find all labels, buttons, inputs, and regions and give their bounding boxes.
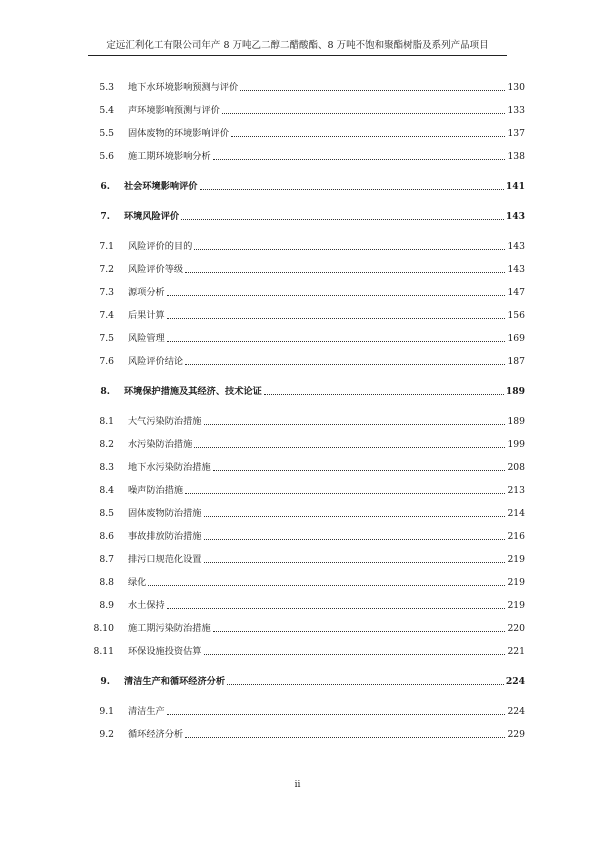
toc-entry[interactable] (88, 644, 525, 658)
toc-entry[interactable] (88, 621, 525, 635)
toc-leader-dots (264, 393, 504, 395)
toc-entry-page: 219 (507, 600, 525, 611)
toc-leader-dots (185, 736, 505, 738)
toc-entry[interactable] (88, 552, 525, 566)
toc-entry-page: 141 (505, 181, 525, 192)
toc-entry[interactable] (88, 103, 525, 117)
toc-entry-page: 169 (507, 333, 525, 344)
toc-entry-number: 8.11 (93, 646, 114, 657)
toc-entry-page: 133 (507, 105, 525, 116)
toc-entry-title: 社会环境影响评价 (124, 181, 198, 192)
toc-entry[interactable] (88, 529, 525, 543)
toc-entry-page: 143 (505, 211, 525, 222)
toc-entry[interactable] (88, 575, 525, 589)
toc-entry[interactable] (88, 149, 525, 163)
toc-entry-number: 7.6 (99, 356, 114, 367)
toc-entry[interactable] (88, 126, 525, 140)
toc-entry-number: 8.5 (99, 508, 114, 519)
toc-leader-dots (167, 317, 506, 319)
toc-entry-number: 7.1 (99, 241, 114, 252)
toc-entry-number: 5.3 (99, 82, 114, 93)
toc-entry[interactable] (88, 354, 525, 368)
toc-entry[interactable] (88, 704, 525, 718)
toc-entry-title: 固体废物的环境影响评价 (128, 128, 230, 139)
toc-entry-page: 208 (507, 462, 525, 473)
toc-entry[interactable] (88, 285, 525, 299)
toc-entry[interactable] (88, 209, 525, 223)
toc-leader-dots (213, 469, 506, 471)
toc-entry[interactable] (88, 308, 525, 322)
toc-leader-dots (200, 188, 504, 190)
toc-leader-dots (148, 584, 505, 586)
toc-entry-title: 水污染防治措施 (128, 439, 193, 450)
toc-entry-number: 8.7 (99, 554, 114, 565)
toc-entry-title: 声环境影响预测与评价 (128, 105, 220, 116)
toc-entry-title: 环境保护措施及其经济、技术论证 (124, 386, 262, 397)
toc-entry-page: 189 (505, 386, 525, 397)
toc-entry-page: 189 (507, 416, 525, 427)
toc-entry-title: 风险管理 (128, 333, 165, 344)
toc-entry-page: 220 (507, 623, 525, 634)
toc-entry-number: 8. (100, 386, 110, 397)
toc-entry[interactable] (88, 483, 525, 497)
toc-entry-title: 风险评价等级 (128, 264, 184, 275)
toc-leader-dots (222, 112, 506, 114)
toc-entry-number: 7.3 (99, 287, 114, 298)
toc-entry-title: 施工期污染防治措施 (128, 623, 211, 634)
toc-entry-number: 9.2 (99, 729, 114, 740)
toc-leader-dots (194, 248, 505, 250)
toc-entry-title: 绿化 (128, 577, 147, 588)
toc-leader-dots (181, 218, 504, 220)
toc-entry-number: 8.3 (99, 462, 114, 473)
toc-entry-page: 216 (507, 531, 525, 542)
toc-entry[interactable] (88, 331, 525, 345)
toc-entry-title: 水土保持 (128, 600, 165, 611)
toc-entry[interactable] (88, 262, 525, 276)
toc-entry-number: 7.5 (99, 333, 114, 344)
toc-leader-dots (204, 515, 506, 517)
toc-leader-dots (167, 607, 506, 609)
toc-leader-dots (185, 271, 505, 273)
toc-entry-page: 130 (507, 82, 525, 93)
toc-entry-page: 199 (507, 439, 525, 450)
toc-entry-title: 固体废物防治措施 (128, 508, 202, 519)
toc-entry[interactable] (88, 727, 525, 741)
toc-entry-number: 7.4 (99, 310, 114, 321)
toc-entry-page: 219 (507, 554, 525, 565)
toc-entry-title: 地下水环境影响预测与评价 (128, 82, 239, 93)
toc-entry-number: 5.6 (99, 151, 114, 162)
toc-entry-number: 7.2 (99, 264, 114, 275)
toc-entry-title: 源项分析 (128, 287, 165, 298)
toc-entry-number: 7. (100, 211, 110, 222)
toc-entry-title: 风险评价结论 (128, 356, 184, 367)
toc-entry-page: 219 (507, 577, 525, 588)
toc-entry-title: 事故排放防治措施 (128, 531, 202, 542)
toc-entry-title: 排污口规范化设置 (128, 554, 202, 565)
toc-entry-title: 清洁生产 (128, 706, 165, 717)
toc-leader-dots (204, 561, 506, 563)
toc-entry-number: 5.4 (99, 105, 114, 116)
toc-leader-dots (167, 294, 506, 296)
toc-entry-number: 8.2 (99, 439, 114, 450)
toc-entry-number: 8.4 (99, 485, 114, 496)
toc-entry-title: 环保设施投资估算 (128, 646, 202, 657)
toc-leader-dots (231, 135, 505, 137)
toc-entry-number: 9. (100, 676, 110, 687)
toc-leader-dots (167, 340, 506, 342)
toc-entry-title: 地下水污染防治措施 (128, 462, 211, 473)
toc-entry[interactable] (88, 179, 525, 193)
toc-entry-page: 224 (507, 706, 525, 717)
toc-leader-dots (194, 446, 505, 448)
toc-entry-page: 229 (507, 729, 525, 740)
toc-entry-page: 214 (507, 508, 525, 519)
toc-entry-page: 137 (507, 128, 525, 139)
toc-entry-title: 清洁生产和循环经济分析 (124, 676, 226, 687)
toc-leader-dots (213, 630, 506, 632)
toc-entry-page: 187 (507, 356, 525, 367)
toc-entry-title: 环境风险评价 (124, 211, 180, 222)
toc-leader-dots (185, 492, 505, 494)
toc-entry-number: 9.1 (99, 706, 114, 717)
toc-entry[interactable] (88, 384, 525, 398)
toc-entry-page: 224 (505, 676, 525, 687)
toc-leader-dots (240, 89, 505, 91)
toc-entry-number: 8.10 (93, 623, 114, 634)
toc-leader-dots (167, 713, 506, 715)
toc-entry-number: 8.9 (99, 600, 114, 611)
toc-entry[interactable] (88, 414, 525, 428)
toc-entry-title: 施工期环境影响分析 (128, 151, 211, 162)
toc-entry-number: 8.1 (99, 416, 114, 427)
toc-entry[interactable] (88, 437, 525, 451)
toc-entry[interactable] (88, 598, 525, 612)
toc-leader-dots (213, 158, 506, 160)
toc-entry-page: 138 (507, 151, 525, 162)
toc-leader-dots (204, 653, 506, 655)
toc-entry[interactable] (88, 80, 525, 94)
toc-entry[interactable] (88, 506, 525, 520)
toc-entry-title: 大气污染防治措施 (128, 416, 202, 427)
toc-entry-page: 143 (507, 264, 525, 275)
toc-entry-number: 8.8 (99, 577, 114, 588)
toc-entry-page: 147 (507, 287, 525, 298)
toc-entry-number: 5.5 (99, 128, 114, 139)
toc-entry-number: 6. (100, 181, 110, 192)
toc-entry-title: 后果计算 (128, 310, 165, 321)
toc-entry-page: 143 (507, 241, 525, 252)
running-header: 定远汇利化工有限公司年产 8 万吨乙二醇二醋酸酯、8 万吨不饱和聚酯树脂及系列产品项目 (88, 37, 507, 56)
toc-leader-dots (204, 538, 506, 540)
toc-leader-dots (227, 683, 504, 685)
toc-entry-page: 221 (507, 646, 525, 657)
toc-entry-page: 156 (507, 310, 525, 321)
toc-entry[interactable] (88, 460, 525, 474)
toc-entry-title: 循环经济分析 (128, 729, 184, 740)
toc-entry-number: 8.6 (99, 531, 114, 542)
toc-entry[interactable] (88, 674, 525, 688)
toc-entry-page: 213 (507, 485, 525, 496)
toc-leader-dots (204, 423, 506, 425)
toc-entry-title: 风险评价的目的 (128, 241, 193, 252)
page-number: ii (294, 780, 301, 790)
toc-entry[interactable] (88, 239, 525, 253)
toc-entry-title: 噪声防治措施 (128, 485, 184, 496)
toc-leader-dots (185, 363, 505, 365)
